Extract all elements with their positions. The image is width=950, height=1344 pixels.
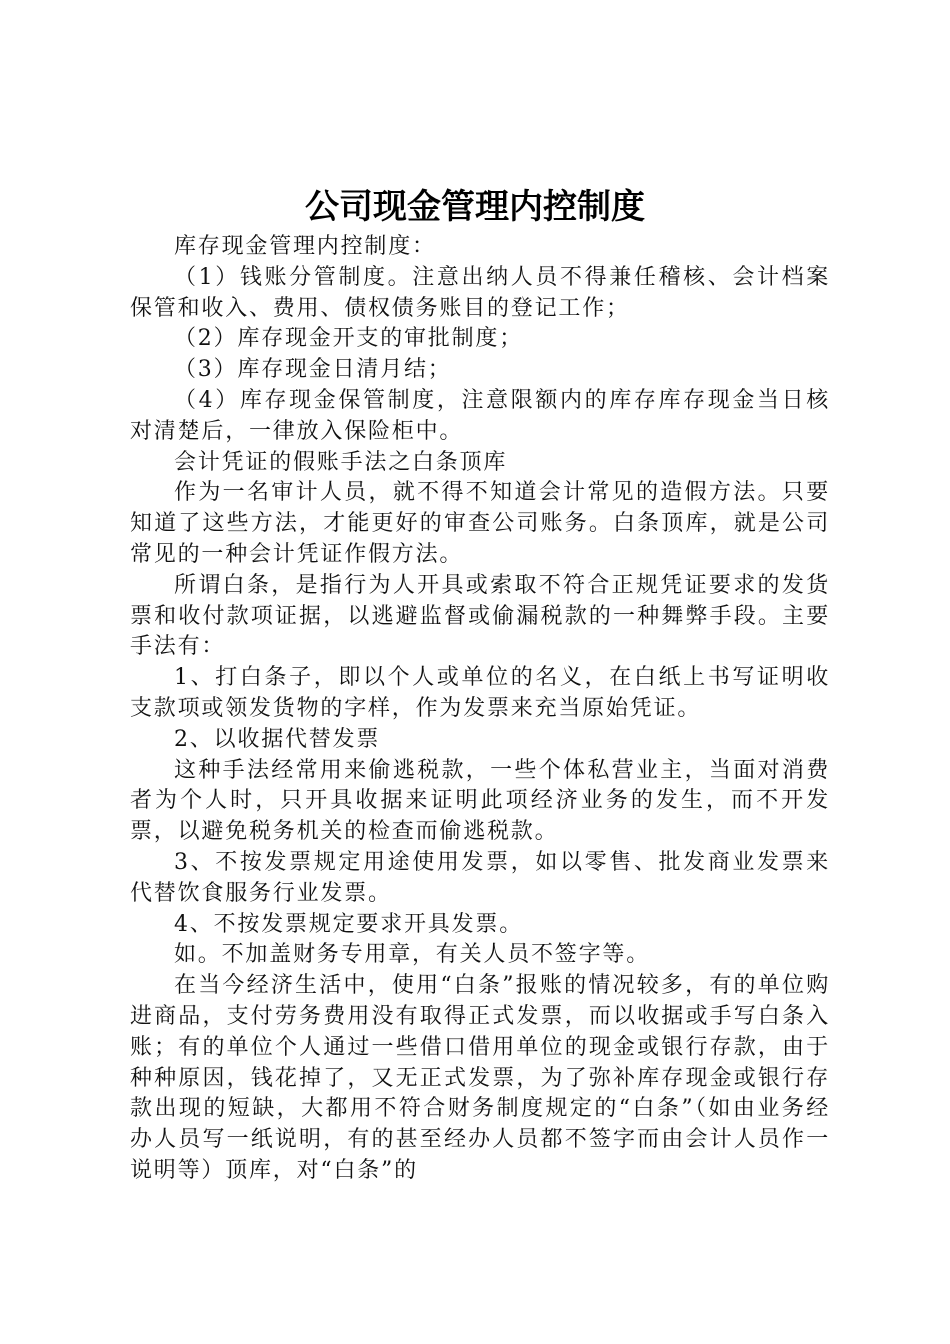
paragraph: 如。不加盖财务专用章，有关人员不签字等。 <box>174 942 651 968</box>
list-item: 4、不按发票规定要求开具发票。 <box>174 911 523 937</box>
paragraph: 库存现金管理内控制度： <box>174 234 436 259</box>
list-item: 3、不按发票规定用途使用发票，如以零售、批发商业发票来代替饮食服务行业发票。 <box>130 849 830 906</box>
paragraph: （3）库存现金日清月结； <box>174 357 452 383</box>
paragraph: 作为一名审计人员，就不得不知道会计常见的造假方法。只要知道了这些方法，才能更好的审查公司账务。白条顶库，就是公司常见的一种会计凭证作假方法。 <box>130 480 830 567</box>
document-body <box>130 232 830 1187</box>
paragraph: （1）钱账分管制度。注意出纳人员不得兼任稽核、会计档案保管和收入、费用、债权债务账目的登记工作； <box>130 264 830 321</box>
document-title: 公司现金管理内控制度 <box>305 187 645 227</box>
list-item: 2、以收据代替发票 <box>174 726 381 752</box>
list-item: 1、打白条子，即以个人或单位的名义，在白纸上书写证明收支款项或领发货物的字样，作为发票来充当原始凭证。 <box>130 665 830 721</box>
paragraph: （2）库存现金开支的审批制度； <box>174 326 523 352</box>
section-heading: 会计凭证的假账手法之白条顶库 <box>174 449 508 475</box>
paragraph: 这种手法经常用来偷逃税款，一些个体私营业主，当面对消费者为个人时，只开具收据来证明此项经济业务的发生，而不开发票，以避免税务机关的检查而偷逃税款。 <box>130 757 830 845</box>
paragraph: 所谓白条，是指行为人开具或索取不符合正规凭证要求的发货票和收付款项证据，以逃避监督或偷漏税款的一种舞弊手段。主要手法有： <box>130 572 830 660</box>
paragraph: （4）库存现金保管制度，注意限额内的库存库存现金当日核对清楚后，一律放入保险柜中。 <box>130 387 830 444</box>
paragraph: 在当今经济生活中，使用“白条”报账的情况较多，有的单位购进商品，支付劳务费用没有取得正式发票，而以收据或手写白条入账；有的单位个人通过一些借口借用单位的现金或银行存款，由于种种原因，钱花掉了，又无正式发票，为了弥补库存现金或银行存款出现的短缺，大都用不符合财务制度规定的“白条”（如由业务经办人员写一纸说明，有的甚至经办人员都不签字而由会计人员作一说明等）顶库，对“白条”的 <box>130 973 830 1183</box>
